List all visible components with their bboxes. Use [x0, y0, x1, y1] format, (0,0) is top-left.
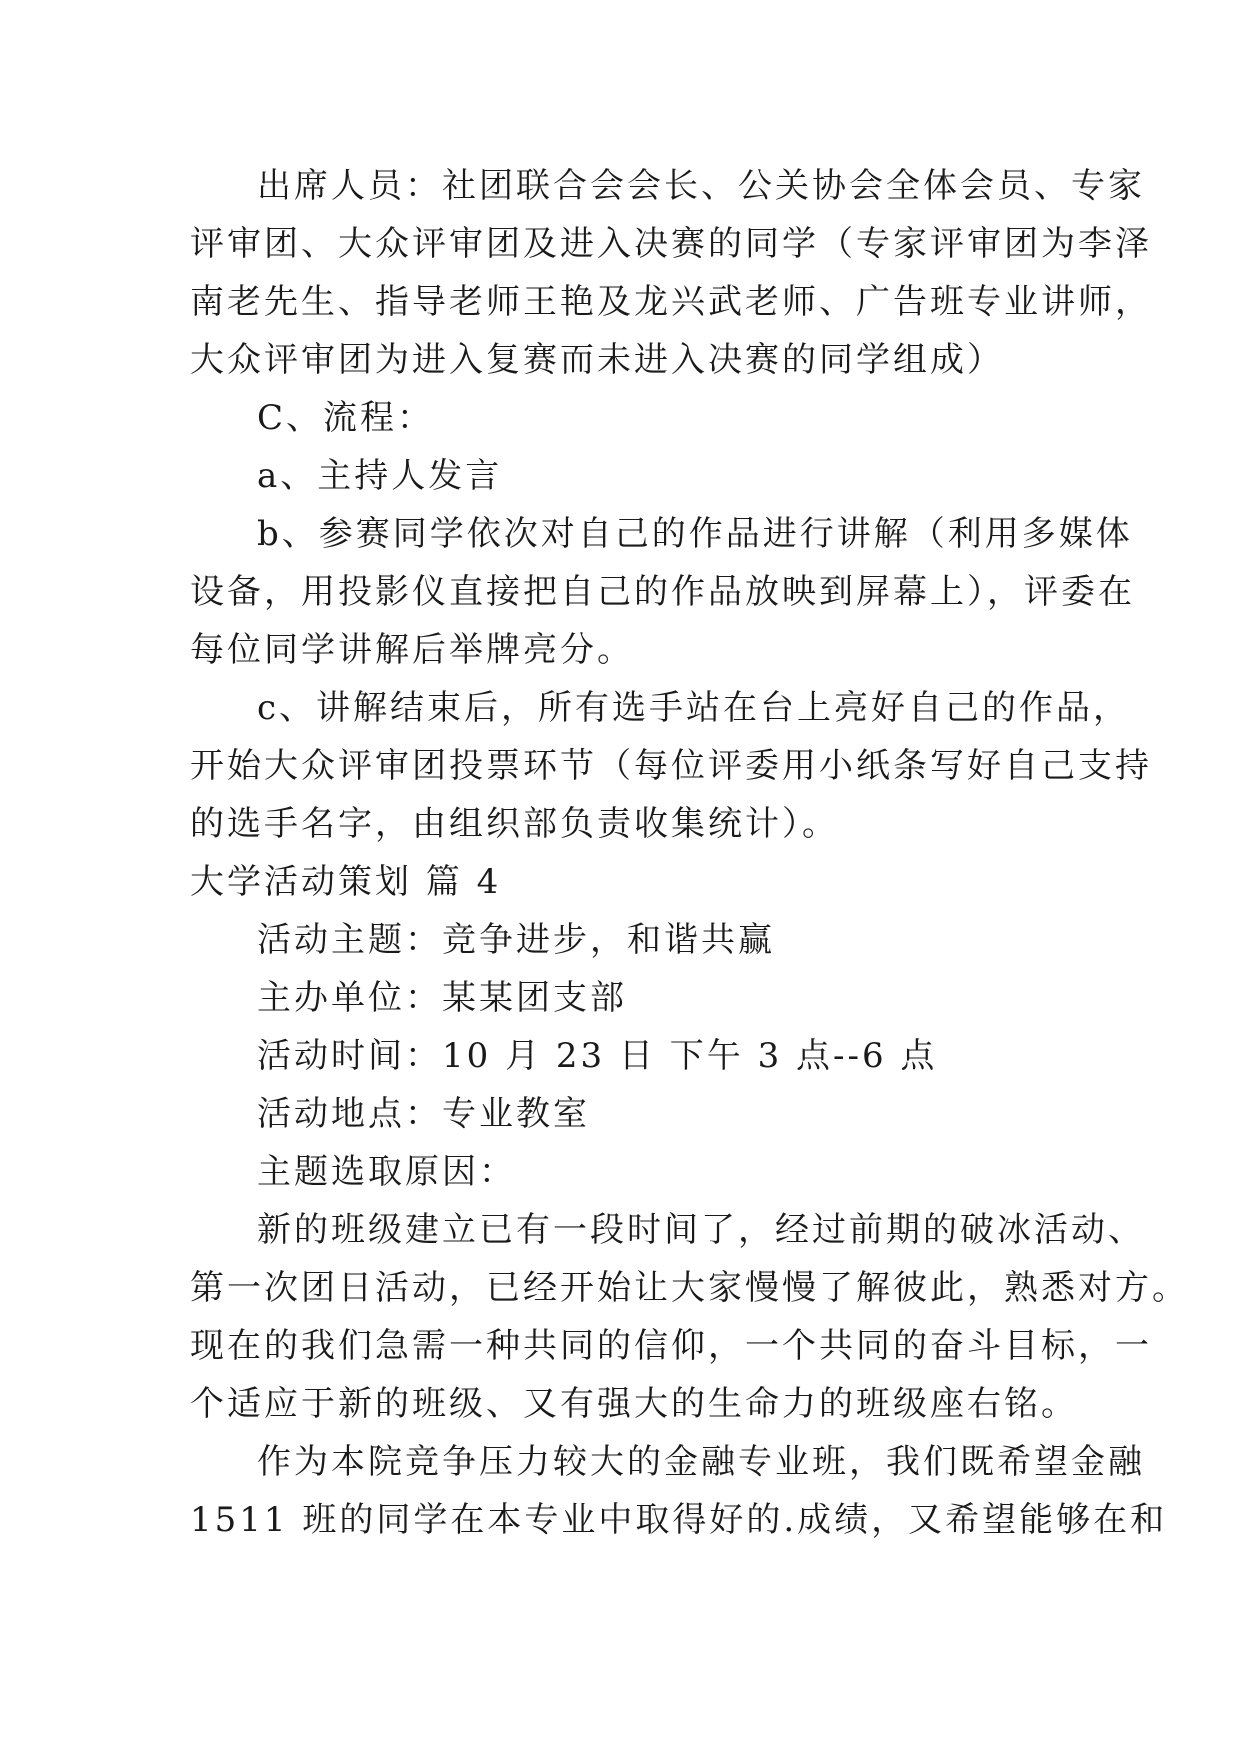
section-heading: 大学活动策划 篇 4 [190, 862, 502, 902]
text-line: 活动主题：竞争进步，和谐共赢 [257, 920, 775, 960]
text-line: 作为本院竞争压力较大的金融专业班，我们既希望金融 [257, 1442, 1145, 1482]
text-line: 大众评审团为进入复赛而未进入决赛的同学组成） [190, 340, 1004, 380]
text-line: 的选手名字，由组织部负责收集统计）。 [190, 804, 839, 844]
text-line: 主题选取原因： [257, 1152, 516, 1192]
text-line: 评审团、大众评审团及进入决赛的同学（专家评审团为李泽 [190, 224, 1152, 264]
text-line: 开始大众评审团投票环节（每位评委用小纸条写好自己支持 [190, 746, 1152, 786]
text-line: 主办单位：某某团支部 [257, 978, 627, 1018]
text-line: b、参赛同学依次对自己的作品进行讲解（利用多媒体 [257, 514, 1133, 554]
text-line: 现在的我们急需一种共同的信仰，一个共同的奋斗目标，一 [190, 1326, 1152, 1366]
text-line: 南老先生、指导老师王艳及龙兴武老师、广告班专业讲师， [190, 282, 1152, 322]
text-line: C、流程： [257, 398, 435, 438]
text-line: 新的班级建立已有一段时间了，经过前期的破冰活动、 [257, 1210, 1145, 1250]
text-line: a、主持人发言 [257, 456, 503, 496]
text-line: 出席人员：社团联合会会长、公关协会全体会员、专家 [257, 166, 1145, 206]
text-line: 活动地点：专业教室 [257, 1094, 590, 1134]
text-line: 每位同学讲解后举牌亮分。 [190, 630, 634, 670]
text-line: c、讲解结束后，所有选手站在台上亮好自己的作品， [257, 688, 1131, 728]
text-line: 个适应于新的班级、又有强大的生命力的班级座右铭。 [190, 1384, 1078, 1424]
text-line: 活动时间：10 月 23 日 下午 3 点--6 点 [257, 1036, 938, 1076]
text-line: 设备，用投影仪直接把自己的作品放映到屏幕上），评委在 [190, 572, 1135, 612]
text-line: 1511 班的同学在本专业中取得好的.成绩，又希望能够在和 [190, 1500, 1168, 1540]
text-line: 第一次团日活动，已经开始让大家慢慢了解彼此，熟悉对方。 [190, 1268, 1189, 1308]
